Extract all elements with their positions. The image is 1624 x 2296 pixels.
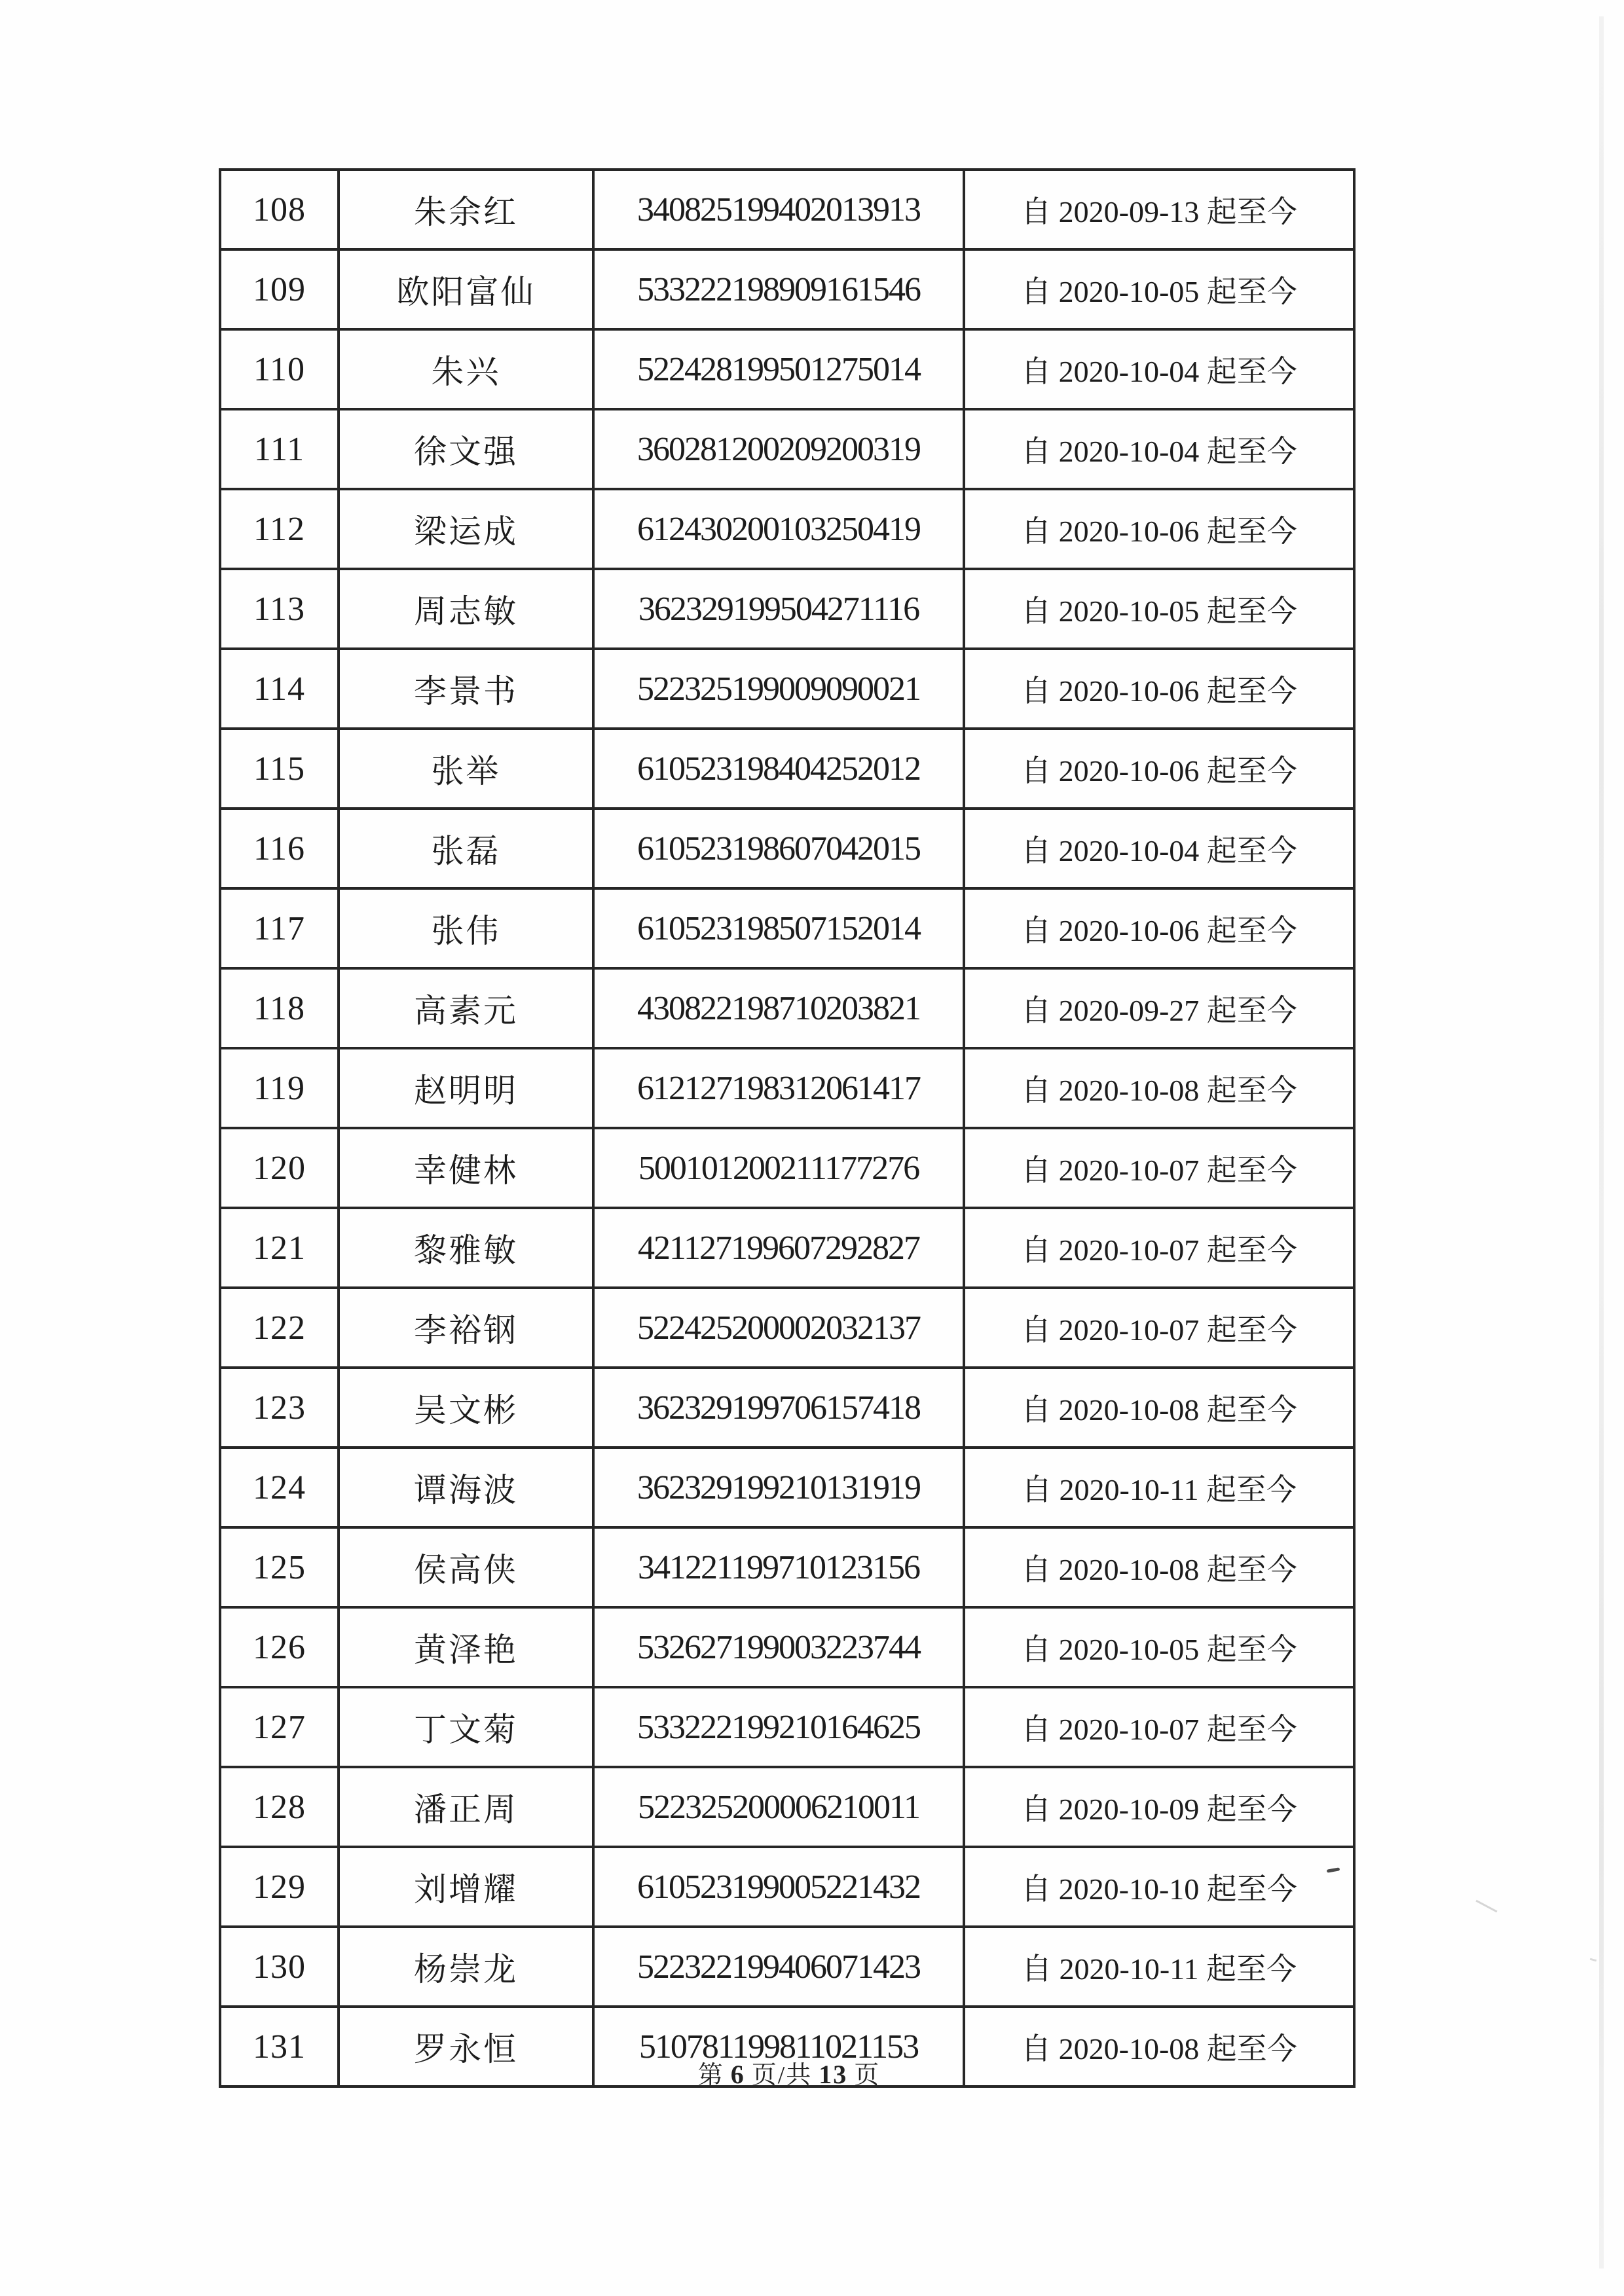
row-index: 123 [253, 1389, 306, 1427]
table-row [220, 729, 1354, 809]
scan-artifact-vertical-streak [1599, 16, 1604, 2269]
footer-total-pages: 13 [819, 2060, 848, 2089]
validity-period-cell [964, 888, 1354, 968]
validity-period-cell [964, 1767, 1354, 1847]
person-name: 谭海波 [414, 1472, 518, 1508]
row-index-cell [220, 729, 339, 809]
table-row [220, 1927, 1354, 2007]
person-name-cell [339, 1368, 593, 1448]
person-name-cell [339, 1527, 593, 1607]
id-number-cell [593, 649, 964, 729]
scan-artifact-scratch [1475, 1900, 1497, 1913]
person-name: 朱余红 [414, 194, 518, 230]
validity-period: 自 2020-10-04 起至今 [1021, 834, 1297, 867]
validity-period-cell [964, 489, 1354, 569]
person-name-cell [339, 1767, 593, 1847]
row-index: 127 [253, 1708, 306, 1746]
id-number-cell [593, 1847, 964, 1927]
table-row [220, 809, 1354, 888]
row-index: 108 [253, 191, 306, 228]
validity-period: 自 2020-10-06 起至今 [1021, 754, 1297, 788]
table-row [220, 569, 1354, 649]
table-row [220, 489, 1354, 569]
id-number: 341221199710123156 [637, 1548, 920, 1586]
person-name-cell [339, 1288, 593, 1368]
table-row [220, 170, 1354, 249]
validity-period: 自 2020-09-13 起至今 [1021, 195, 1297, 228]
validity-period: 自 2020-10-09 起至今 [1021, 1793, 1297, 1826]
person-name-cell [339, 729, 593, 809]
table-row [220, 1288, 1354, 1368]
person-name-cell [339, 649, 593, 729]
row-index: 115 [253, 750, 306, 788]
validity-period: 自 2020-10-08 起至今 [1021, 1553, 1297, 1586]
id-number: 430822198710203821 [637, 989, 920, 1027]
id-number-cell [593, 249, 964, 329]
validity-period: 自 2020-10-11 起至今 [1022, 1473, 1297, 1506]
id-number: 510781199811021153 [638, 2028, 919, 2066]
validity-period: 自 2020-10-07 起至今 [1021, 1233, 1297, 1267]
row-index: 122 [253, 1309, 306, 1347]
person-name-cell [339, 569, 593, 649]
person-name: 张磊 [431, 833, 501, 869]
row-index-cell [220, 1288, 339, 1368]
validity-period: 自 2020-10-06 起至今 [1021, 674, 1297, 708]
validity-period-cell [964, 170, 1354, 249]
row-index: 129 [253, 1868, 306, 1906]
row-index-cell [220, 569, 339, 649]
row-index: 130 [253, 1948, 306, 1986]
row-index-cell [220, 1368, 339, 1448]
id-number-cell [593, 1527, 964, 1607]
id-number: 610523198607042015 [637, 829, 920, 867]
table-row [220, 968, 1354, 1048]
validity-period-cell [964, 809, 1354, 888]
person-name-cell [339, 1607, 593, 1687]
row-index: 113 [253, 590, 306, 628]
row-index: 126 [253, 1628, 306, 1666]
table-row [220, 1607, 1354, 1687]
validity-period: 自 2020-10-07 起至今 [1021, 1313, 1297, 1347]
id-number: 533222199210164625 [637, 1708, 920, 1746]
table-row [220, 1847, 1354, 1927]
person-name: 吴文彬 [414, 1392, 518, 1429]
person-name: 潘正周 [414, 1791, 518, 1828]
table-row [220, 649, 1354, 729]
row-index: 121 [253, 1229, 306, 1267]
id-number-cell [593, 1448, 964, 1527]
row-index: 120 [253, 1149, 306, 1187]
person-name: 徐文强 [414, 433, 518, 470]
row-index-cell [220, 1847, 339, 1927]
id-number-cell [593, 888, 964, 968]
id-number-cell [593, 1607, 964, 1687]
id-number: 522325200006210011 [637, 1788, 920, 1826]
person-name-cell [339, 249, 593, 329]
footer-prefix: 第 [697, 2062, 724, 2089]
person-name: 李裕钢 [414, 1312, 518, 1349]
person-name-cell [339, 1927, 593, 2007]
validity-period: 自 2020-10-04 起至今 [1021, 435, 1297, 468]
id-number-cell [593, 968, 964, 1048]
id-number: 362329199504271116 [638, 590, 919, 628]
validity-period-cell [964, 1288, 1354, 1368]
row-index-cell [220, 249, 339, 329]
row-index-cell [220, 1607, 339, 1687]
validity-period: 自 2020-10-05 起至今 [1021, 1633, 1297, 1666]
row-index: 112 [253, 510, 306, 548]
validity-period-cell [964, 1607, 1354, 1687]
id-number-cell [593, 569, 964, 649]
row-index-cell [220, 1048, 339, 1128]
footer-suffix: 页 [854, 2062, 881, 2089]
row-index: 111 [253, 430, 305, 468]
id-number-cell [593, 489, 964, 569]
id-number: 522322199406071423 [637, 1948, 920, 1986]
person-name: 侯高侠 [414, 1552, 518, 1588]
person-name: 黎雅敏 [414, 1232, 518, 1269]
person-name: 张伟 [431, 913, 501, 949]
table-row [220, 1048, 1354, 1128]
id-number-cell [593, 1368, 964, 1448]
person-name: 梁运成 [414, 513, 518, 550]
id-number-cell [593, 170, 964, 249]
person-name: 高素元 [414, 993, 518, 1029]
person-name: 刘增耀 [414, 1871, 518, 1908]
row-index: 124 [253, 1468, 306, 1506]
id-number: 360281200209200319 [637, 430, 920, 468]
id-number-cell [593, 1128, 964, 1208]
validity-period-cell [964, 1208, 1354, 1288]
table-row [220, 1368, 1354, 1448]
person-name: 朱兴 [431, 354, 501, 390]
id-number: 610523198404252012 [637, 750, 920, 788]
person-name: 罗永恒 [414, 2031, 518, 2068]
id-number-cell [593, 1208, 964, 1288]
id-number-cell [593, 1288, 964, 1368]
row-index: 118 [253, 989, 306, 1027]
validity-period: 自 2020-10-05 起至今 [1021, 275, 1297, 308]
person-name-cell [339, 1208, 593, 1288]
table-row [220, 329, 1354, 409]
roster-body [220, 170, 1354, 2086]
table-row [220, 1767, 1354, 1847]
id-number: 610523199005221432 [637, 1868, 920, 1906]
row-index-cell [220, 649, 339, 729]
person-name-cell [339, 1847, 593, 1927]
person-name-cell [339, 1128, 593, 1208]
validity-period-cell [964, 409, 1354, 489]
id-number: 612127198312061417 [637, 1069, 920, 1107]
row-index-cell [220, 1208, 339, 1288]
row-index-cell [220, 329, 339, 409]
table-row [220, 409, 1354, 489]
validity-period-cell [964, 1927, 1354, 2007]
row-index-cell [220, 809, 339, 888]
person-name: 李景书 [414, 673, 518, 710]
validity-period-cell [964, 1128, 1354, 1208]
row-index-cell [220, 1527, 339, 1607]
id-number: 610523198507152014 [637, 909, 920, 947]
person-name: 欧阳富仙 [396, 274, 536, 310]
table-row [220, 1527, 1354, 1607]
validity-period: 自 2020-10-05 起至今 [1021, 594, 1297, 628]
validity-period-cell [964, 1527, 1354, 1607]
validity-period-cell [964, 1847, 1354, 1927]
validity-period-cell [964, 569, 1354, 649]
id-number-cell [593, 1767, 964, 1847]
id-number-cell [593, 329, 964, 409]
row-index-cell [220, 1687, 339, 1767]
row-index: 109 [253, 270, 306, 308]
roster-table [219, 168, 1356, 2088]
validity-period: 自 2020-10-08 起至今 [1021, 2032, 1297, 2066]
validity-period-cell [964, 329, 1354, 409]
person-name-cell [339, 1048, 593, 1128]
person-name: 张举 [431, 753, 501, 790]
validity-period: 自 2020-10-04 起至今 [1021, 355, 1297, 388]
footer-page-number: 6 [730, 2060, 745, 2089]
validity-period-cell [964, 1687, 1354, 1767]
validity-period: 自 2020-10-06 起至今 [1021, 914, 1297, 947]
person-name: 幸健林 [414, 1152, 518, 1189]
validity-period: 自 2020-10-06 起至今 [1021, 515, 1297, 548]
row-index-cell [220, 968, 339, 1048]
person-name: 黄泽艳 [414, 1631, 518, 1668]
person-name: 丁文菊 [414, 1711, 518, 1748]
validity-period-cell [964, 1448, 1354, 1527]
row-index-cell [220, 888, 339, 968]
person-name-cell [339, 809, 593, 888]
validity-period: 自 2020-10-07 起至今 [1021, 1154, 1297, 1187]
row-index-cell [220, 409, 339, 489]
table-row [220, 1128, 1354, 1208]
person-name-cell [339, 1687, 593, 1767]
row-index-cell [220, 170, 339, 249]
person-name-cell [339, 888, 593, 968]
table-row [220, 249, 1354, 329]
row-index: 117 [253, 909, 306, 947]
id-number: 533222198909161546 [637, 270, 920, 308]
row-index: 110 [253, 350, 306, 388]
id-number-cell [593, 729, 964, 809]
row-index: 128 [253, 1788, 306, 1826]
validity-period: 自 2020-10-10 起至今 [1021, 1872, 1297, 1906]
validity-period-cell [964, 649, 1354, 729]
person-name-cell [339, 170, 593, 249]
id-number-cell [593, 1048, 964, 1128]
row-index-cell [220, 1927, 339, 2007]
table-row [220, 1448, 1354, 1527]
row-index-cell [220, 1767, 339, 1847]
validity-period-cell [964, 968, 1354, 1048]
id-number: 522428199501275014 [637, 350, 920, 388]
person-name: 赵明明 [414, 1072, 518, 1109]
id-number: 522325199009090021 [637, 670, 920, 708]
scan-artifact-speck [1590, 1958, 1596, 1961]
person-name-cell [339, 968, 593, 1048]
validity-period: 自 2020-10-07 起至今 [1021, 1713, 1297, 1746]
validity-period-cell [964, 1368, 1354, 1448]
id-number: 532627199003223744 [637, 1628, 920, 1666]
id-number: 340825199402013913 [637, 191, 920, 228]
page-footer [0, 2054, 1624, 2090]
person-name: 杨崇龙 [414, 1951, 518, 1988]
person-name-cell [339, 409, 593, 489]
id-number: 362329199706157418 [637, 1389, 920, 1427]
id-number: 421127199607292827 [637, 1229, 920, 1267]
person-name-cell [339, 329, 593, 409]
validity-period: 自 2020-10-11 起至今 [1022, 1952, 1297, 1986]
validity-period-cell [964, 249, 1354, 329]
id-number: 500101200211177276 [638, 1149, 919, 1187]
person-name-cell [339, 1448, 593, 1527]
validity-period: 自 2020-10-08 起至今 [1021, 1393, 1297, 1427]
id-number: 612430200103250419 [637, 510, 920, 548]
validity-period: 自 2020-09-27 起至今 [1021, 994, 1297, 1027]
person-name-cell [339, 489, 593, 569]
row-index-cell [220, 489, 339, 569]
footer-infix: 页/共 [751, 2062, 813, 2089]
row-index: 116 [253, 829, 306, 867]
row-index: 131 [253, 2028, 306, 2066]
row-index: 125 [253, 1548, 306, 1586]
row-index-cell [220, 1448, 339, 1527]
id-number: 522425200002032137 [637, 1309, 920, 1347]
table-row [220, 1208, 1354, 1288]
id-number-cell [593, 409, 964, 489]
validity-period-cell [964, 1048, 1354, 1128]
validity-period-cell [964, 729, 1354, 809]
table-row [220, 888, 1354, 968]
id-number: 362329199210131919 [637, 1468, 920, 1506]
row-index: 114 [253, 670, 306, 708]
table-row [220, 1687, 1354, 1767]
row-index-cell [220, 1128, 339, 1208]
id-number-cell [593, 809, 964, 888]
person-name: 周志敏 [414, 593, 518, 630]
validity-period: 自 2020-10-08 起至今 [1021, 1074, 1297, 1107]
row-index: 119 [253, 1069, 306, 1107]
id-number-cell [593, 1687, 964, 1767]
id-number-cell [593, 1927, 964, 2007]
